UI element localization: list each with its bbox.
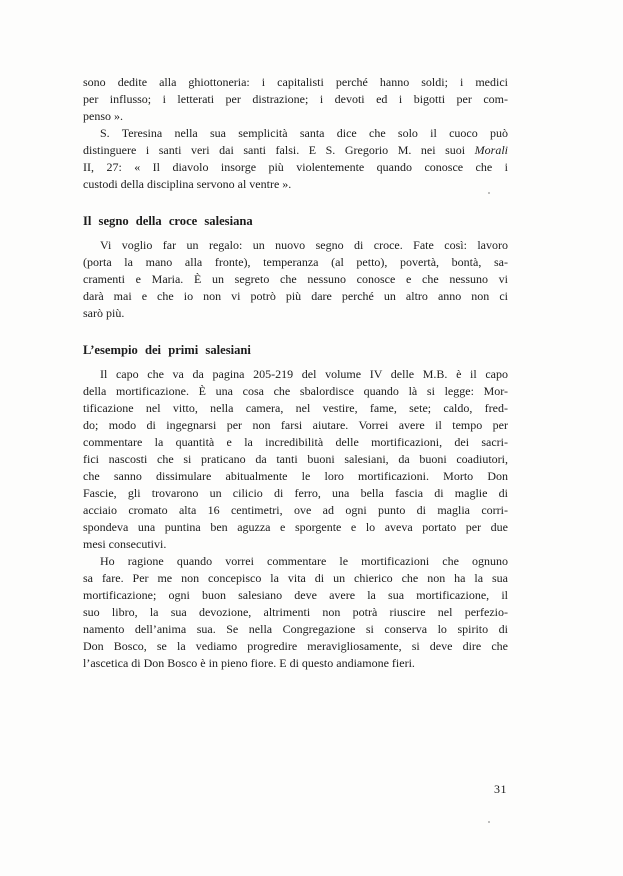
- text-segment: l’ascetica di Don Bosco è in pieno fiore. E di questo andiamone fieri.: [83, 656, 415, 670]
- text-segment: Don Bosco, se la vediamo progredire meravigliosamente, si deve dire che: [83, 639, 508, 653]
- text-segment: S. Teresina nella sua semplicità santa dice che solo il cuoco può: [100, 126, 508, 140]
- text-segment: Il capo che va da pagina 205-219 del volume IV delle M.B. è il capo: [100, 367, 508, 381]
- text-line: [83, 519, 508, 536]
- text-line: [83, 570, 508, 587]
- text-line: [83, 288, 508, 305]
- text-line: [83, 536, 508, 553]
- text-segment: cramenti e Maria. È un segreto che nessuno conosce e che nessuno vi: [83, 272, 508, 286]
- scan-speck: [488, 192, 490, 194]
- text-segment: commentare la quantità e la incredibilità delle mortificazioni, dei sacri-: [83, 435, 508, 449]
- text-line: [83, 383, 508, 400]
- text-line: [83, 502, 508, 519]
- paragraph: [83, 366, 508, 553]
- text-segment: tificazione nel vitto, nella camera, nel vestire, fame, sete; caldo, fred-: [83, 401, 508, 415]
- text-segment: II, 27: « Il diavolo insorge più violentemente quando conosce che i: [83, 160, 508, 174]
- text-line: [83, 553, 508, 570]
- text-segment: acciaio cromato alta 16 centimetri, ove ad ogni punto di maglia corri-: [83, 503, 508, 517]
- text-segment: custodi della disciplina servono al ventre ».: [83, 177, 292, 191]
- text-segment: per influsso; i letterati per distrazione; i devoti ed i bigotti per com-: [83, 92, 508, 106]
- page-number: 31: [494, 782, 507, 796]
- text-segment: distinguere i santi veri dai santi falsi. E S. Gregorio M. nei suoi: [83, 143, 475, 157]
- text-line: [83, 142, 508, 159]
- text-segment: che sanno dissimulare abitualmente le loro mortificazioni. Morto Don: [83, 469, 508, 483]
- text-segment: fici nascosti che si praticano da tanti buoni salesiani, da buoni coadiutori,: [83, 452, 508, 466]
- text-segment: suo libro, la sua devozione, altrimenti non potrà riuscire nel perfezio-: [83, 605, 508, 619]
- text-segment: mortificazione; ogni buon salesiano deve avere la sua mortificazione, il: [83, 588, 508, 602]
- text-line: [83, 176, 508, 193]
- text-segment: namento dell’anima sua. Se nella Congregazione si conserva lo spirito di: [83, 622, 508, 636]
- text-line: [83, 366, 508, 383]
- text-line: [83, 655, 508, 672]
- text-line: [83, 485, 508, 502]
- paragraph: [83, 74, 508, 125]
- text-line: [83, 125, 508, 142]
- text-segment: Fascie, gli trovarono un cilicio di ferro, una bella fascia di maglie di: [83, 486, 508, 500]
- text-segment: spondeva una puntina ben aguzza e sporgente e lo aveva portato per due: [83, 520, 508, 534]
- text-segment: sono dedite alla ghiottoneria: i capitalisti perché hanno soldi; i medici: [83, 75, 508, 89]
- text-line: [83, 159, 508, 176]
- italic-text: Morali: [474, 143, 508, 157]
- text-line: [83, 434, 508, 451]
- text-line: [83, 237, 508, 254]
- text-line: [83, 254, 508, 271]
- text-segment: Vi voglio far un regalo: un nuovo segno di croce. Fate così: lavoro: [100, 238, 508, 252]
- paragraph: [83, 553, 508, 672]
- text-segment: della mortificazione. È una cosa che sbalordisce quando là si legge: Mor-: [83, 384, 508, 398]
- text-line: [83, 74, 508, 91]
- section-heading: Il segno della croce salesiana: [83, 214, 253, 228]
- text-segment: sa fare. Per me non concepisco la vita di un chierico che non ha la sua: [83, 571, 508, 585]
- text-column: [83, 74, 508, 672]
- text-line: [83, 108, 508, 125]
- text-segment: mesi consecutivi.: [83, 537, 167, 551]
- text-segment: do; modo di ingegnarsi per non farsi aiutare. Vorrei avere il tempo per: [83, 418, 508, 432]
- section-heading: L’esempio dei primi salesiani: [83, 343, 251, 357]
- text-segment: darà mai e che io non vi potrò più dare perché un altro anno non ci: [83, 289, 508, 303]
- text-line: [83, 587, 508, 604]
- text-line: [83, 451, 508, 468]
- text-line: [83, 305, 508, 322]
- text-segment: Ho ragione quando vorrei commentare le mortificazioni che ognuno: [100, 554, 508, 568]
- text-segment: (porta la mano alla fronte), temperanza (al petto), povertà, bontà, sa-: [83, 255, 508, 269]
- scan-speck: [488, 821, 490, 823]
- text-line: [83, 417, 508, 434]
- text-line: [83, 604, 508, 621]
- text-segment: penso ».: [83, 109, 123, 123]
- text-segment: sarò più.: [83, 306, 125, 320]
- paragraph: [83, 237, 508, 322]
- text-line: [83, 91, 508, 108]
- paragraph: [83, 125, 508, 193]
- text-line: [83, 271, 508, 288]
- text-line: [83, 400, 508, 417]
- text-line: [83, 638, 508, 655]
- text-line: [83, 621, 508, 638]
- text-line: [83, 468, 508, 485]
